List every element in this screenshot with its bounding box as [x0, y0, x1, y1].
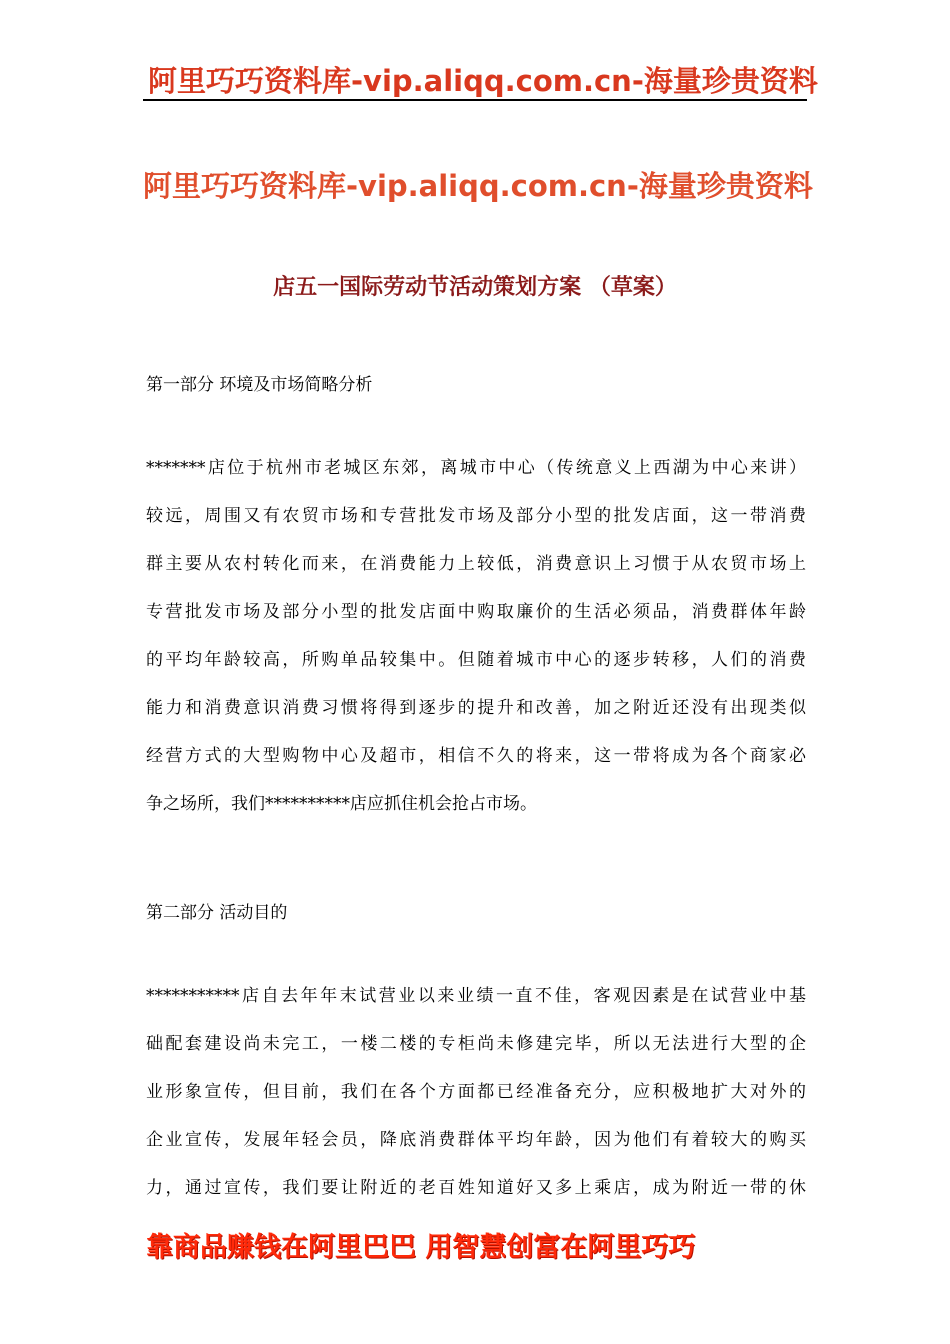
section-heading-2: 第二部分 活动目的	[146, 903, 288, 923]
paragraph-line: 企业宣传，发展年轻会员，降底消费群体平均年龄，因为他们有着较大的购买	[146, 1130, 806, 1150]
header-divider	[143, 99, 807, 101]
paragraph-line: 础配套建设尚未完工，一楼二楼的专柜尚未修建完毕，所以无法进行大型的企	[146, 1034, 806, 1054]
footer-slogan-banner: 靠商品赚钱在阿里巴巴 用智慧创富在阿里巧巧	[146, 1232, 696, 1263]
section-heading-1: 第一部分 环境及市场简略分析	[146, 375, 373, 395]
paragraph-line: 争之场所，我们**********店应抓住机会抢占市场。	[146, 794, 537, 814]
document-title: 店五一国际劳动节活动策划方案 （草案）	[273, 274, 677, 300]
paragraph-line: 经营方式的大型购物中心及超市，相信不久的将来，这一带将成为各个商家必	[146, 746, 806, 766]
paragraph-line: ***********店自去年年末试营业以来业绩一直不佳，客观因素是在试营业中基	[146, 986, 806, 1006]
paragraph-line: *******店位于杭州市老城区东郊，离城市中心（传统意义上西湖为中心来讲）	[146, 458, 806, 478]
paragraph-line: 群主要从农村转化而来，在消费能力上较低，消费意识上习惯于从农贸市场上	[146, 554, 806, 574]
paragraph-line: 的平均年龄较高，所购单品较集中。但随着城市中心的逐步转移，人们的消费	[146, 650, 806, 670]
top-watermark-banner: 阿里巧巧资料库-vip.aliqq.com.cn-海量珍贵资料	[148, 64, 818, 98]
paragraph-line: 力，通过宣传，我们要让附近的老百姓知道好又多上乘店，成为附近一带的休	[146, 1178, 806, 1198]
paragraph-line: 较远，周围又有农贸市场和专营批发市场及部分小型的批发店面，这一带消费	[146, 506, 806, 526]
paragraph-line: 业形象宣传，但目前，我们在各个方面都已经准备充分，应积极地扩大对外的	[146, 1082, 806, 1102]
section-1-paragraph	[146, 456, 806, 840]
paragraph-line: 专营批发市场及部分小型的批发店面中购取廉价的生活必须品，消费群体年龄	[146, 602, 806, 622]
section-2-paragraph	[146, 984, 806, 1224]
paragraph-line: 能力和消费意识消费习惯将得到逐步的提升和改善，加之附近还没有出现类似	[146, 698, 806, 718]
second-watermark-banner: 阿里巧巧资料库-vip.aliqq.com.cn-海量珍贵资料	[143, 169, 813, 203]
